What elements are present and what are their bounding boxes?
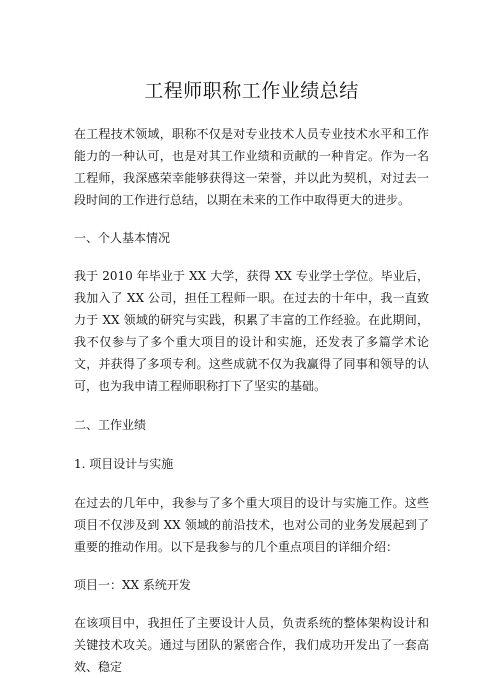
project-one-paragraph: 在该项目中，我担任了主要设计人员，负责系统的整体架构设计和关键技术攻关。通过与团队的紧密合作，我们成功开发出了一套高效、稳定 [74, 616, 429, 674]
project-one-heading: 项目一：XX 系统开发 [74, 578, 191, 592]
section-heading-work-achievements: 二、工作业绩 [74, 418, 147, 432]
subsection-heading-project-design: 1. 项目设计与实施 [74, 457, 174, 471]
basic-info-paragraph: 我于 2010 年毕业于 XX 大学，获得 XX 专业学士学位。毕业后，我加入了 XX 公司，担任工程师一职。在过去的十年中，我一直致力于 XX 领域的研究与实践，积累了丰富的工作经验。在此期间，我不仅参与了多个重大项目的设计和实施，还发表了多篇学术论文，并获得了多项专利。这些成就不仅为我赢得了同事和领导的认可，也为我申请工程师职称打下了坚实的基础。 [74, 269, 429, 393]
intro-paragraph: 在工程技术领域，职称不仅是对专业技术人员专业技术水平和工作能力的一种认可，也是对其工作业绩和贡献的一种肯定。作为一名工程师，我深感荣幸能够获得这一荣誉，并以此为契机，对过去一段时间的工作进行总结，以期在未来的工作中取得更大的进步。 [74, 127, 429, 207]
section-heading-basic-info: 一、个人基本情况 [74, 231, 171, 245]
document-title: 工程师职称工作业绩总结 [144, 80, 359, 102]
project-design-paragraph: 在过去的几年中，我参与了多个重大项目的设计与实施工作。这些项目不仅涉及到 XX 领域的前沿技术，也对公司的业务发展起到了重要的推动作用。以下是我参与的几个重点项目的详细介绍： [74, 496, 429, 554]
